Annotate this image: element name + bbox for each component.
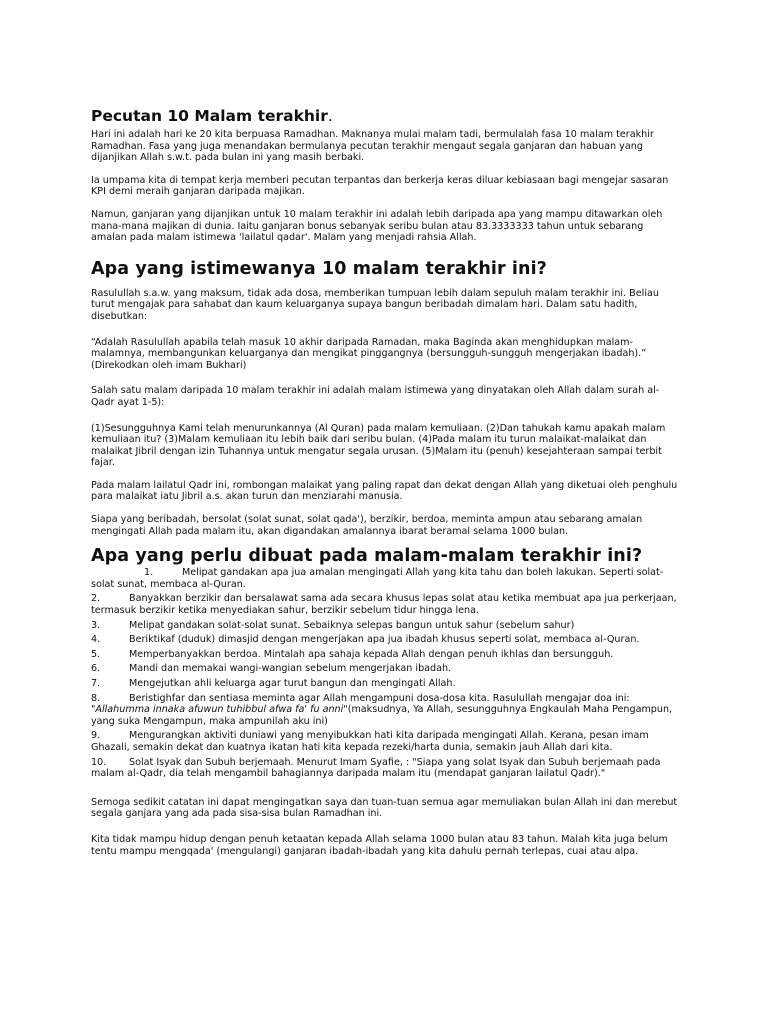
list-item-number: 3. xyxy=(91,619,101,631)
list-item xyxy=(91,593,681,616)
list-item xyxy=(91,678,681,690)
prayer-meaning: (maksudnya, Ya Allah, sesungguhnya Engkaulah Maha Pengampun, yang suka Mengampun, maka ampunilah aku ini) xyxy=(91,704,673,727)
list-item xyxy=(91,649,681,661)
intro-paragraph-3: Namun, ganjaran yang dijanjikan untuk 10 malam terakhir ini adalah lebih daripada apa yang mampu ditawarkan oleh mana-mana majikan di dunia. Iaitu ganjaran bonus sebanyak seribu bulan atau 83.3333333 tahun untuk sebarang amalan pada malam istimewa 'lailatul qadar'. Malam yang menjadi rahsia Allah. xyxy=(91,208,663,244)
list-item-number: 9. xyxy=(91,730,101,742)
list-item-text: Banyakkan berzikir dan bersalawat sama ada secara khusus lepas solat atau ketika membuat apa jua perkerjaan, termasuk berzikir ketika menyediakan sahur, berzikir sebelum tidur hingga lena. xyxy=(91,593,677,617)
list-item-number: 1. xyxy=(144,567,154,579)
list-item-text: Mandi dan memakai wangi-wangian sebelum mengerjakan ibadah. xyxy=(129,663,452,675)
section1-paragraph-5: Pada malam lailatul Qadr ini, rombongan malaikat yang paling rapat dan dekat dengan Allah yang diketuai oleh penghulu para malaikat iatu Jibril a.s. akan turun dan menziarahi manusia. xyxy=(91,479,678,503)
list-item-number: 2. xyxy=(91,593,101,605)
document-body xyxy=(91,106,681,857)
list-item xyxy=(91,693,681,728)
list-item-text: Memperbanyakkan berdoa. Mintalah apa sahaja kepada Allah dengan penuh ikhlas dan bersungguh. xyxy=(129,648,614,660)
closing-paragraph-2: Kita tidak mampu hidup dengan penuh ketaatan kepada Allah selama 1000 bulan atau 83 tahun. Malah kita juga belum tentu mampu mengqada' (mengulangi) ganjaran ibadah-ibadah yang kita dahulu pernah terlepas, cuai atau alpa. xyxy=(91,833,668,857)
list-item-number: 7. xyxy=(91,678,101,689)
section1-paragraph-3: Salah satu malam daripada 10 malam terakhir ini adalah malam istimewa yang dinyatakan oleh Allah dalam surah al-Qadr ayat 1-5): xyxy=(91,385,660,408)
list-item xyxy=(91,567,681,590)
list-item xyxy=(91,730,681,753)
list-item-number: 8. xyxy=(91,692,101,704)
section-heading-1: Apa yang istimewanya 10 malam terakhir ini? xyxy=(91,258,547,279)
list-item-text: Solat Isyak dan Subuh berjemaah. Menurut Imam Syafie, : "Siapa yang solat Isyak dan Subuh berjemaah pada malam al-Qadr, dia telah mengambil bahagiannya daripada malam itu (mendapat ganjaran lailatul Qadr)." xyxy=(91,756,661,780)
section1-surah-verses: (1)Sesungguhnya Kami telah menurunkannya (Al Quran) pada malam kemuliaan. (2)Dan tahukah kamu apakah malam kemuliaan itu? (3)Malam kemuliaan itu lebih baik dari seribu bulan. (4)Pada malam itu turun malaikat-malaikat dan malaikat Jibril dengan izin Tuhannya untuk mengatur segala urusan. (5)Malam itu (penuh) kesejahteraan sampai terbit fajar. xyxy=(91,422,666,469)
closing-paragraph-1: Semoga sedikit catatan ini dapat mengingatkan saya dan tuan-tuan semua agar memuliakan bulan Allah ini dan merebut segala ganjara yang ada pada sisa-sisa bulan Ramadhan ini. xyxy=(91,796,678,820)
list-item xyxy=(91,620,681,632)
list-item xyxy=(91,757,681,780)
document-title xyxy=(91,106,681,126)
list-item-text: Beristighfar dan sentiasa meminta agar Allah mengampuni dosa-dosa kita. Rasulullah mengajar doa ini: xyxy=(129,692,630,704)
list-item-text: Beriktikaf (duduk) dimasjid dengan mengerjakan apa jua ibadah khusus seperti solat, membaca al-Quran. xyxy=(129,634,640,646)
list-item-text: Mengurangkan aktiviti duniawi yang menyibukkan hati kita daripada mengingati Allah. Kerana, pesan imam Ghazali, semakin dekat dan kuatnya ikatan hati kita kepada rezeki/harta dunia, semakin jauh Allah dari kita. xyxy=(91,730,649,753)
list-item-text: Melipat gandakan apa jua amalan mengingati Allah yang kita tahu dan boleh lakukan. Seperti solat-solat sunat, membaca al-Quran. xyxy=(91,567,664,590)
section1-paragraph-6: Siapa yang beribadah, bersolat (solat sunat, solat qada'), berzikir, berdoa, meminta ampun atau sebarang amalan mengingati Allah pada malam itu, akan digandakan amalannya ibarat beramal selama 1000 bulan. xyxy=(91,514,643,537)
title-text: Pecutan 10 Malam terakhir xyxy=(91,107,328,125)
list-item-number: 4. xyxy=(91,634,101,646)
list-item-text: Melipat gandakan solat-solat sunat. Sebaiknya selepas bangun untuk sahur (sebelum sahur) xyxy=(129,619,575,631)
section1-hadith-quote: “Adalah Rasulullah apabila telah masuk 10 akhir daripada Ramadan, maka Baginda akan menghidupkan malam-malamnya, membangunkan keluarganya dan mengikat pinggangnya (bersungguh-sungguh mengerjakan ibadah).” (Direkodkan oleh imam Bukhari) xyxy=(91,336,647,371)
list-item xyxy=(91,663,681,675)
list-item-number: 10. xyxy=(91,756,107,768)
list-item-number: 6. xyxy=(91,663,101,675)
prayer-quote: "Allahumma innaka afuwun tuhibbul afwa fa' fu anni" xyxy=(91,704,348,716)
title-dot: . xyxy=(327,107,333,125)
intro-paragraph-1: Hari ini adalah hari ke 20 kita berpuasa Ramadhan. Maknanya mulai malam tadi, bermulalah fasa 10 malam terakhir Ramadhan. Fasa yang juga menandakan bermulanya pecutan terakhir mengaut segala ganjaran dan habuan yang dijanjikan Allah s.w.t. pada bulan ini yang masih berbaki. xyxy=(91,129,654,164)
intro-paragraph-2: Ia umpama kita di tempat kerja memberi pecutan terpantas dan berkerja keras diluar kebiasaan bagi mengejar sasaran KPI demi meraih ganjaran daripada majikan. xyxy=(91,174,669,198)
list-item-number: 5. xyxy=(91,648,101,660)
section-heading-2: Apa yang perlu dibuat pada malam-malam terakhir ini? xyxy=(91,546,643,567)
list-item-text: Mengejutkan ahli keluarga agar turut bangun dan mengingati Allah. xyxy=(129,678,456,689)
action-list xyxy=(91,567,681,780)
section1-paragraph-1: Rasulullah s.a.w. yang maksum, tidak ada dosa, memberikan tumpuan lebih dalam sepuluh malam terakhir ini. Beliau turut mengajak para sahabat dan kaum keluarganya supaya bangun beribadah dimalam hari. Dalam satu hadith, disebutkan: xyxy=(91,287,659,322)
list-item xyxy=(91,634,681,646)
